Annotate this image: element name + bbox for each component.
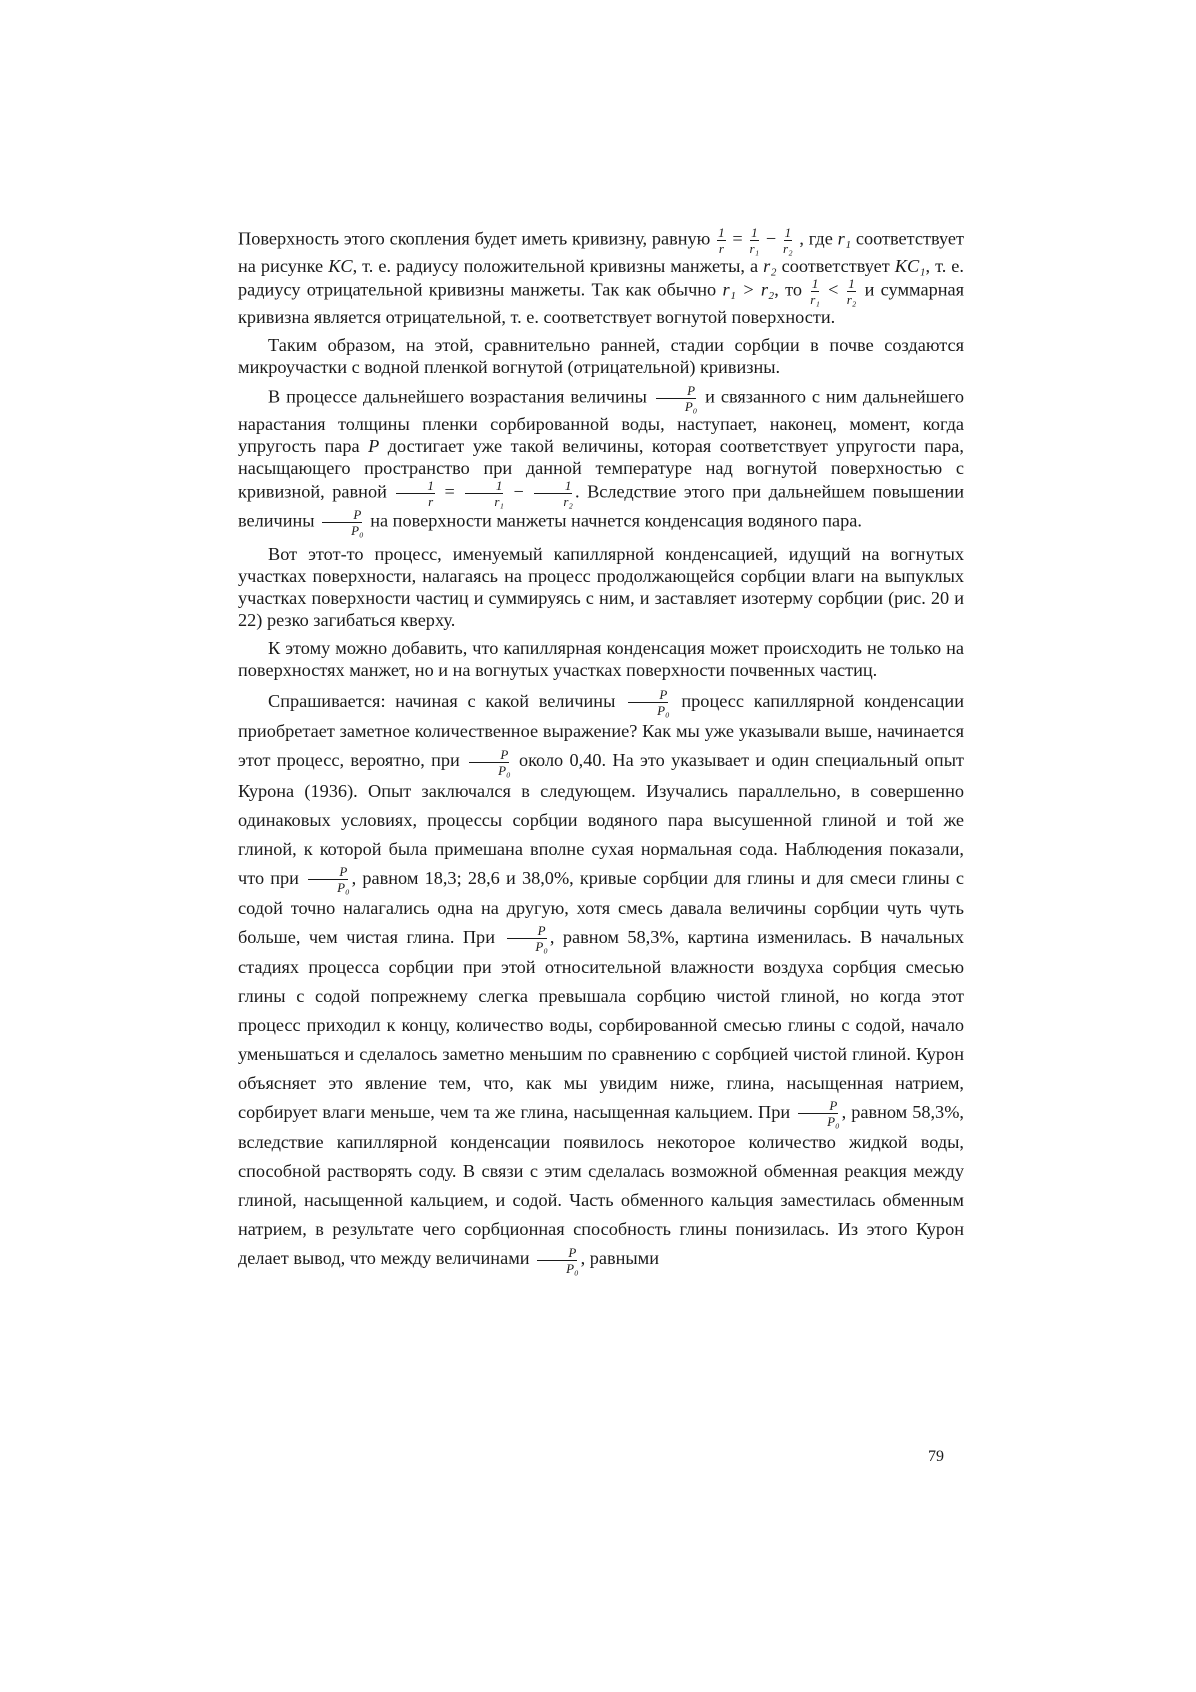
math-symbol: r₂ xyxy=(763,256,777,276)
text-run: и суммарная кривизна является отрицательной, т. е. соответствует вогнутой поверхности. xyxy=(238,279,965,327)
fraction xyxy=(797,1099,839,1128)
fraction-numerator: 1 xyxy=(811,276,819,291)
fraction-denominator: r₁ xyxy=(810,292,820,307)
text-run: = xyxy=(727,228,748,249)
fraction-denominator: P₀ xyxy=(535,939,548,955)
math-symbol: KC xyxy=(328,256,353,276)
fraction-numerator: 1 xyxy=(751,225,758,240)
text-run: , равными xyxy=(580,1248,660,1269)
fraction-numerator: 1 xyxy=(396,479,435,494)
text-run: − xyxy=(505,481,532,502)
body-text xyxy=(238,226,964,1281)
fraction xyxy=(783,226,793,255)
text-run: Таким образом, на этой, сравнительно ранней, стадии сорбции в почве создаются микроучастки с водной пленкой вогнутой (отрицательной) кривизны. xyxy=(238,335,964,377)
fraction-numerator: P xyxy=(469,748,509,763)
fraction xyxy=(655,384,697,413)
math-symbol: r₁ > r₂ xyxy=(722,279,775,300)
paragraph xyxy=(238,687,964,1275)
fraction-denominator: P₀ xyxy=(684,399,698,414)
fraction-denominator: P₀ xyxy=(566,1260,579,1276)
fraction-denominator: P₀ xyxy=(351,523,364,538)
fraction-denominator: P₀ xyxy=(337,879,350,895)
paragraph xyxy=(238,334,964,378)
fraction-numerator: P xyxy=(322,508,362,523)
fraction-denominator: P₀ xyxy=(827,1114,840,1130)
fraction xyxy=(307,865,349,894)
fraction-numerator: P xyxy=(656,384,696,399)
math-symbol: KC₁ xyxy=(894,256,926,276)
fraction-denominator: r₂ xyxy=(846,292,857,307)
math-symbol: r₁ xyxy=(837,228,852,249)
fraction-numerator: 1 xyxy=(718,225,725,240)
paragraph xyxy=(238,637,964,681)
fraction xyxy=(717,226,726,255)
fraction xyxy=(464,479,504,508)
text-run: = xyxy=(436,481,463,502)
fraction xyxy=(847,277,857,306)
text-run: , равном 58,3%, картина изменилась. В начальных стадиях процесса сорбции при этой относительной влажности воздуха сорбция смесью глины с содой попрежнему слегка превышала сорбцию чистой глиной, но когда этот процесс приходил к концу, количество воды, сорбированной смесью глины с содой, начало уменьшаться и сделалось заметно меньшим по сравнению с сорбцией чистой глиной. Курон объясняет это явление тем, что, как мы увидим ниже, глина, насыщенная натрием, сорбирует влаги меньше, чем та же глина, насыщенная кальцием. При xyxy=(238,926,964,1123)
fraction-numerator: 1 xyxy=(534,479,573,494)
fraction xyxy=(750,226,760,255)
fraction xyxy=(810,277,820,306)
fraction-denominator: r₁ xyxy=(494,494,504,509)
math-symbol: P xyxy=(368,436,380,456)
text-run: , т. е. радиусу отрицательной кривизны манжеты. Так как обычно xyxy=(238,256,964,300)
fraction xyxy=(396,479,435,508)
text-run: . Вследствие этого при дальнейшем повышении величины xyxy=(238,481,965,531)
fraction-numerator: P xyxy=(308,865,348,880)
text-run: , равном 18,3; 28,6 и 38,0%, кривые сорбции для глины и для смеси глины с содой точно налагались одна на другую, хотя смесь давала величины сорбции чуть чуть больше, чем чистая глина. При xyxy=(238,867,965,947)
fraction xyxy=(321,508,363,537)
text-run: процесс капиллярной конденсации приобретает заметное количественное выражение? Как мы уже указывали выше, начинается этот процесс, вероятно, при xyxy=(238,691,964,771)
fraction xyxy=(505,924,547,953)
fraction xyxy=(627,688,669,717)
fraction xyxy=(468,748,510,777)
fraction-numerator: P xyxy=(798,1099,838,1114)
fraction-numerator: 1 xyxy=(784,225,792,240)
text-run: − xyxy=(761,228,782,249)
text-run: К этому можно добавить, что капиллярная конденсация может происходить не только на поверхностях манжет, но и на вогнутых участках поверхности почвенных частиц. xyxy=(238,638,964,680)
text-run: на поверхности манжеты начнется конденсация водяного пара. xyxy=(365,510,862,531)
paragraph xyxy=(238,384,964,537)
fraction xyxy=(533,479,573,508)
text-run: , где xyxy=(794,228,838,249)
text-run: около 0,40. На это указывает и один специальный опыт Курона (1936). Опыт заключался в следующем. Изучались параллельно, в совершенно одинаковых условиях, процессы сорбции водяного пара высушенной глиной и той же глиной, к которой была примешана вполне сухая нормальная сода. Наблюдения показали, что при xyxy=(238,750,964,888)
fraction-denominator: r₁ xyxy=(749,241,760,256)
fraction-numerator: 1 xyxy=(848,276,855,291)
text-run: , то xyxy=(774,279,809,300)
text-run: , равном 58,3%, вследствие капиллярной конденсации появилось некоторое количество жидкой воды, способной растворять соду. В связи с этим сделалась возможной обменная реакция между глиной, насыщенной кальцием, и содой. Часть обменного кальция заместилась обменным натрием, в результате чего сорбционная способность глины понизилась. Из этого Курон делает вывод, что между величинами xyxy=(238,1102,964,1269)
fraction-denominator: r₂ xyxy=(783,241,793,256)
fraction-numerator: P xyxy=(507,924,547,939)
text-run: соответствует на рисунке xyxy=(238,228,964,276)
text-run: Вот этот-то процесс, именуемый капиллярной конденсацией, идущий на вогнутых участках поверхности, налагаясь на процесс продолжающейся сорбции влаги на выпуклых участках поверхности частиц и суммируясь с ним, и заставляет изотерму сорбции (рис. 20 и 22) резко загибаться кверху. xyxy=(238,544,964,630)
text-run: и связанного с ним дальнейшего нарастания толщины пленки сорбированной воды, наступает, наконец, момент, когда упругость пара xyxy=(238,386,964,456)
fraction-numerator: P xyxy=(628,688,668,703)
fraction-denominator: P₀ xyxy=(657,703,670,719)
paragraph xyxy=(238,226,964,328)
text-run: , т. е. радиусу положительной кривизны манжеты, а xyxy=(352,256,764,276)
text-run: Спрашивается: начиная с какой величины xyxy=(268,691,626,711)
text-run: Поверхность этого скопления будет иметь кривизну, равную xyxy=(238,228,716,249)
paragraph xyxy=(238,543,964,631)
fraction xyxy=(536,1246,578,1275)
fraction-denominator: r xyxy=(428,494,434,509)
text-run: < xyxy=(821,279,845,300)
fraction-denominator: r₂ xyxy=(563,494,573,509)
fraction-denominator: P₀ xyxy=(498,762,511,778)
text-run: достигает уже такой величины, которая соответствует упругости пара, насыщающего пространство при данной температуре над вогнутой поверхностью с кривизной, равной xyxy=(238,436,964,502)
fraction-denominator: r xyxy=(718,241,724,256)
fraction-numerator: P xyxy=(537,1246,577,1261)
page-number: 79 xyxy=(928,1448,944,1465)
text-run: соответствует xyxy=(776,256,895,276)
text-run: В процессе дальнейшего возрастания величины xyxy=(268,386,653,407)
fraction-numerator: 1 xyxy=(465,479,504,494)
